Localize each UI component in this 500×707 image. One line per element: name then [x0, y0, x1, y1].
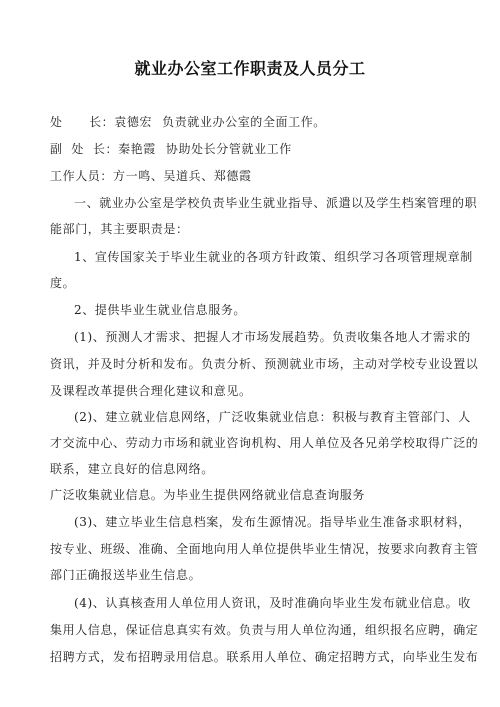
body-line: 及课程改革提供合理化建议和意见。	[50, 384, 252, 398]
staff-names: 方一鸣、吴道兵、郑德霞	[113, 169, 252, 183]
deputy-name: 秦艳霞	[118, 142, 156, 156]
deputy-label: 副 处 长：	[50, 142, 119, 156]
director-duty: 负责就业办公室的全面工作。	[162, 115, 326, 129]
body-line: 集用人信息，保证信息真实有效。负责与用人单位沟通，组织报名应聘，确定	[50, 623, 479, 637]
body-line: (3)、建立毕业生信息档案，发布生源情况。指导毕业生准备求职材料，	[74, 515, 471, 529]
body-line: 能部门，其主要职责是：	[50, 222, 189, 236]
deputy-line	[50, 140, 292, 157]
body-line: 一、就业办公室是学校负责毕业生就业指导、派遣以及学生档案管理的职	[74, 196, 478, 210]
body-line: 资讯，并及时分析和发布。负责分析、预测就业市场，主动对学校专业设置以	[50, 357, 479, 371]
document-title: 就业办公室工作职责及人员分工	[134, 59, 366, 78]
staff-label: 工作人员：	[50, 169, 114, 183]
deputy-duty: 协助处长分管就业工作	[165, 142, 292, 156]
body-line: 广泛收集就业信息。为毕业生提供网络就业信息查询服务	[50, 488, 366, 502]
body-line: 招聘方式，发布招聘录用信息。联系用人单位、确定招聘方式，向毕业生发布	[50, 650, 479, 664]
body-line: 1、宣传国家关于毕业生就业的各项方针政策、组织学习各项管理规章制	[74, 250, 473, 264]
body-line: 才交流中心、劳动力市场和就业咨询机构、用人单位及各兄弟学校取得广泛的	[50, 436, 479, 450]
body-line: 联系，建立良好的信息网络。	[50, 462, 214, 476]
body-line: 按专业、班级、准确、全面地向用人单位提供毕业生情况，按要求向教育主管	[50, 542, 479, 556]
body-line: (4)、认真核查用人单位用人资讯，及时准确向毕业生发布就业信息。收	[74, 596, 471, 610]
body-line: 部门正确报送毕业生信息。	[50, 568, 202, 582]
body-line: 2、提供毕业生就业信息服务。	[74, 303, 247, 317]
staff-line	[50, 167, 252, 184]
director-label: 处 长：	[50, 115, 115, 129]
director-line	[50, 113, 326, 130]
body-line: 度。	[50, 276, 76, 290]
body-line: (1)、预测人才需求、把握人才市场发展趋势。负责收集各地人才需求的	[74, 330, 471, 344]
body-line: (2)、建立就业信息网络，广泛收集就业信息：积极与教育主管部门、人	[74, 410, 471, 424]
director-name: 袁德宏	[114, 115, 153, 129]
